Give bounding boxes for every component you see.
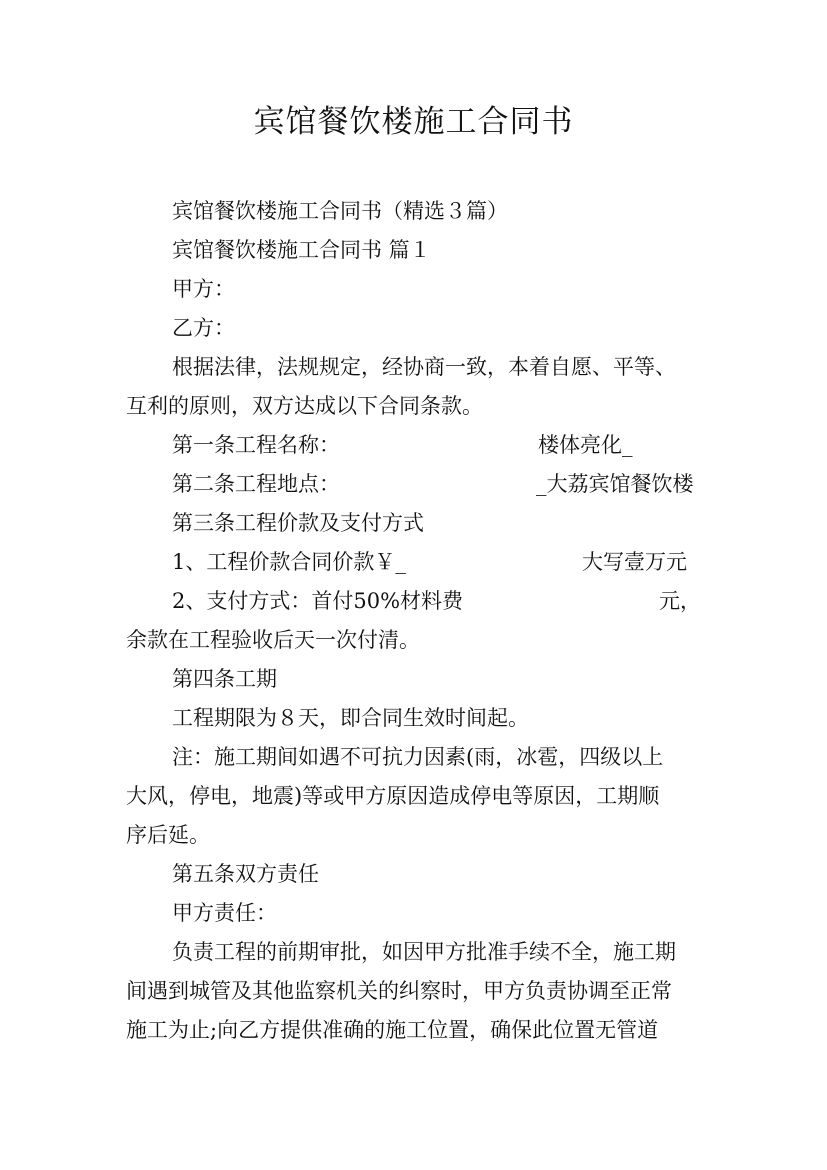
- paragraph-line: 间遇到城管及其他监察机关的纠察时，甲方负责协调至正常: [126, 979, 672, 1003]
- paragraph-line: 余款在工程验收后天一次付清。: [126, 628, 420, 652]
- paragraph-line: 互利的原则，双方达成以下合同条款。: [126, 394, 483, 418]
- paragraph-line: 施工为止;向乙方提供准确的施工位置，确保此位置无管道: [126, 1018, 659, 1042]
- subtitle-selected: 宾馆餐饮楼施工合同书（精选３篇）: [172, 199, 508, 223]
- party-a-label: 甲方：: [172, 277, 235, 301]
- price-uppercase-value: 大写壹万元: [582, 550, 687, 574]
- project-location-value: _大荔宾馆餐饮楼: [536, 472, 694, 496]
- party-b-label: 乙方：: [172, 316, 235, 340]
- price-line: 1、工程价款合同价款￥_: [172, 550, 406, 574]
- paragraph-line: 注：施工期间如遇不可抗力因素(雨，冰雹，四级以上: [172, 745, 664, 769]
- paragraph-line: 序后延。: [126, 823, 210, 847]
- clause-price-payment: 第三条工程价款及支付方式: [172, 511, 424, 535]
- clause-project-name: 第一条工程名称：: [172, 433, 340, 457]
- clause-responsibilities: 第五条双方责任: [172, 862, 319, 886]
- payment-unit: 元，: [659, 589, 701, 613]
- payment-line: 2、支付方式：首付50%材料费: [172, 589, 464, 613]
- project-name-value: 楼体亮化_: [538, 433, 633, 457]
- paragraph-line: 工程期限为８天，即合同生效时间起。: [172, 706, 529, 730]
- paragraph-line: 根据法律，法规规定，经协商一致，本着自愿、平等、: [172, 355, 676, 379]
- clause-duration: 第四条工期: [172, 667, 277, 691]
- paragraph-line: 大风，停电，地震)等或甲方原因造成停电等原因，工期顺: [126, 784, 660, 808]
- party-a-responsibilities-label: 甲方责任：: [172, 901, 277, 925]
- paragraph-line: 负责工程的前期审批，如因甲方批准手续不全，施工期: [172, 940, 676, 964]
- section-heading: 宾馆餐饮楼施工合同书 篇１: [172, 238, 431, 262]
- clause-project-location: 第二条工程地点：: [172, 472, 340, 496]
- document-title: 宾馆餐饮楼施工合同书: [253, 104, 574, 140]
